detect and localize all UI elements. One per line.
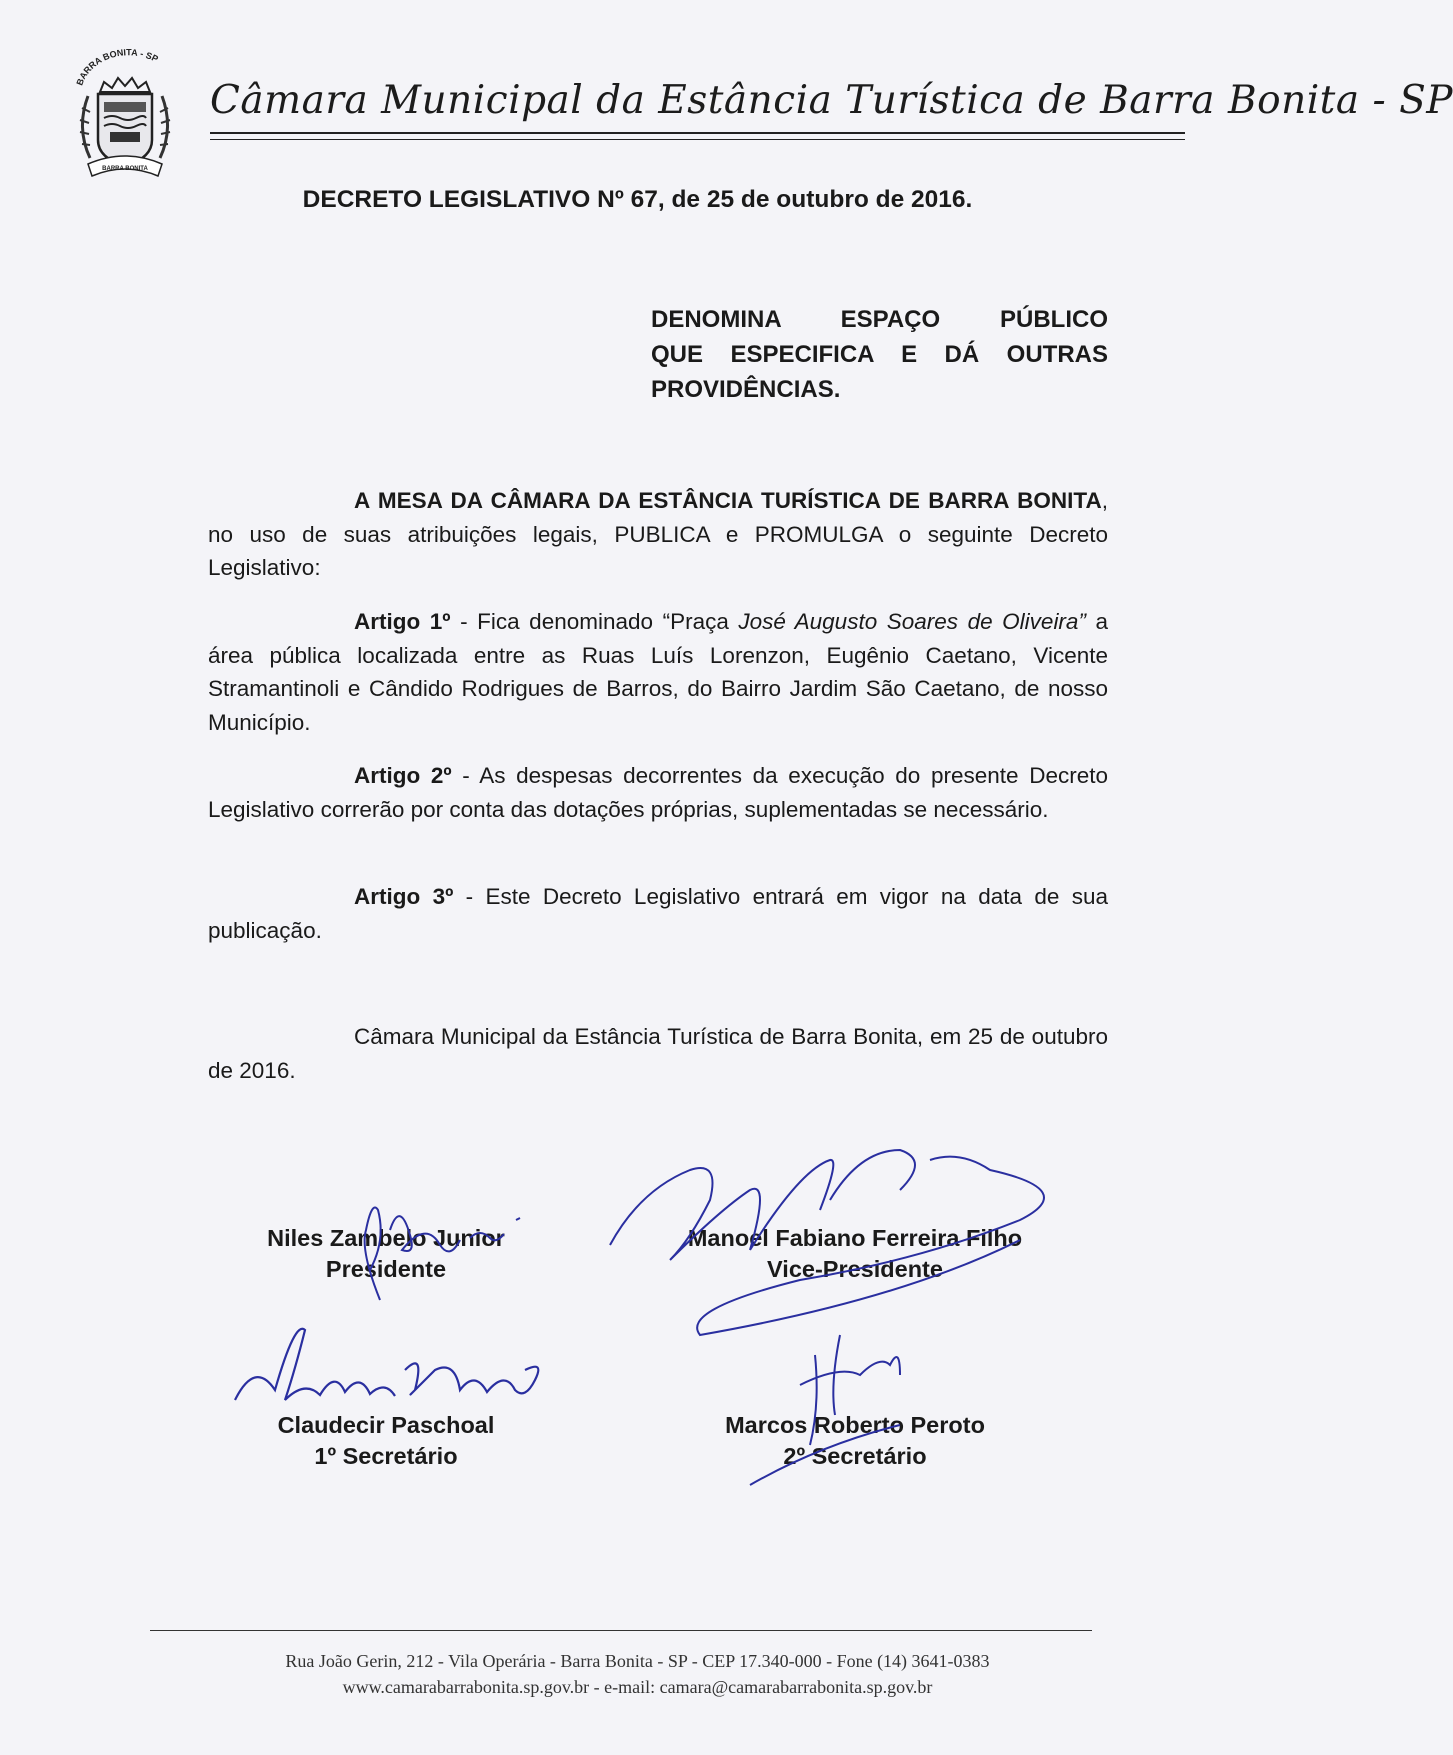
seal-banner-text: BARRA BONITA [102, 166, 148, 172]
article-1-pre: - Fica denominado “Praça [450, 609, 739, 634]
signatory-role: 2º Secretário [783, 1443, 927, 1469]
coat-of-arms-seal [60, 48, 190, 188]
article-3-text: - Este Decreto Legislativo entrará em vigor na data de sua publicação. [208, 884, 1108, 943]
article-2-label: Artigo 2º [354, 763, 452, 788]
intro-text: , no uso de suas atribuições legais, PUBLICA e PROMULGA o seguinte Decreto Legislativo: [208, 488, 1108, 580]
signature-scribble-president [330, 1140, 550, 1310]
footer-address: Rua João Gerin, 212 - Vila Operária - Barra Bonita - SP - CEP 17.340-000 - Fone (14) 3641-0383 [285, 1651, 990, 1671]
signatory-role: Presidente [325, 1256, 447, 1282]
signature-scribble-vice-president [600, 1130, 1100, 1340]
article-1-label: Artigo 1º [354, 609, 451, 634]
intro-bold: A MESA DA CÂMARA DA ESTÂNCIA TURÍSTICA DE BARRA BONITA [354, 488, 1102, 513]
footer-rule [150, 1630, 1092, 1631]
seal-top-text: BARRA BONITA - SP [74, 48, 160, 87]
header-rule [210, 132, 1185, 134]
ementa-line: PROVIDÊNCIAS. [651, 376, 841, 403]
ementa-line: DENOMINA ESPAÇO PÚBLICO [651, 306, 1108, 333]
signatory-name: Marcos Roberto Peroto [725, 1412, 985, 1438]
signatory-role: Vice-Presidente [767, 1256, 943, 1282]
signature-scribble-second-secretary [730, 1325, 930, 1495]
article-1-text: a área pública localizada entre as Ruas Luís Lorenzon, Eugênio Caetano, Vicente Stramantinoli e Cândido Rodrigues de Barros, do Bairro Jardim São Caetano, de nosso Município. [208, 609, 1109, 735]
decree-title: DECRETO LEGISLATIVO Nº 67, de 25 de outubro de 2016. [302, 186, 973, 213]
signature-scribble-first-secretary [225, 1310, 555, 1420]
signatory-role: 1º Secretário [314, 1443, 458, 1469]
signatory-name: Manoel Fabiano Ferreira Filho [687, 1225, 1023, 1251]
closing-paragraph [208, 1020, 1108, 1087]
footer-web-email: www.camarabarrabonita.sp.gov.br - e-mail: camara@camarabarrabonita.sp.gov.br [342, 1677, 933, 1697]
signatory-name: Claudecir Paschoal [277, 1412, 495, 1438]
article-3-label: Artigo 3º [354, 884, 454, 909]
article-1 [208, 605, 1108, 739]
article-2-text: - As despesas decorrentes da execução do presente Decreto Legislativo correrão por conta das dotações próprias, suplementadas se necessário. [208, 763, 1108, 822]
signatory-name: Niles Zambelo Junior [267, 1225, 505, 1251]
decree-ementa [651, 302, 1108, 407]
ementa-line: QUE ESPECIFICA E DÁ OUTRAS [651, 341, 1108, 368]
closing-text: Câmara Municipal da Estância Turística de Barra Bonita, em 25 de outubro de 2016. [208, 1024, 1108, 1083]
header-rule-thin [210, 139, 1185, 140]
article-1-square-name: José Augusto Soares de Oliveira” [738, 609, 1086, 634]
article-3 [208, 880, 1108, 947]
article-2 [208, 759, 1108, 826]
intro-paragraph [208, 484, 1108, 585]
chamber-title: Câmara Municipal da Estância Turística de Barra Bonita - SP [210, 78, 1453, 123]
